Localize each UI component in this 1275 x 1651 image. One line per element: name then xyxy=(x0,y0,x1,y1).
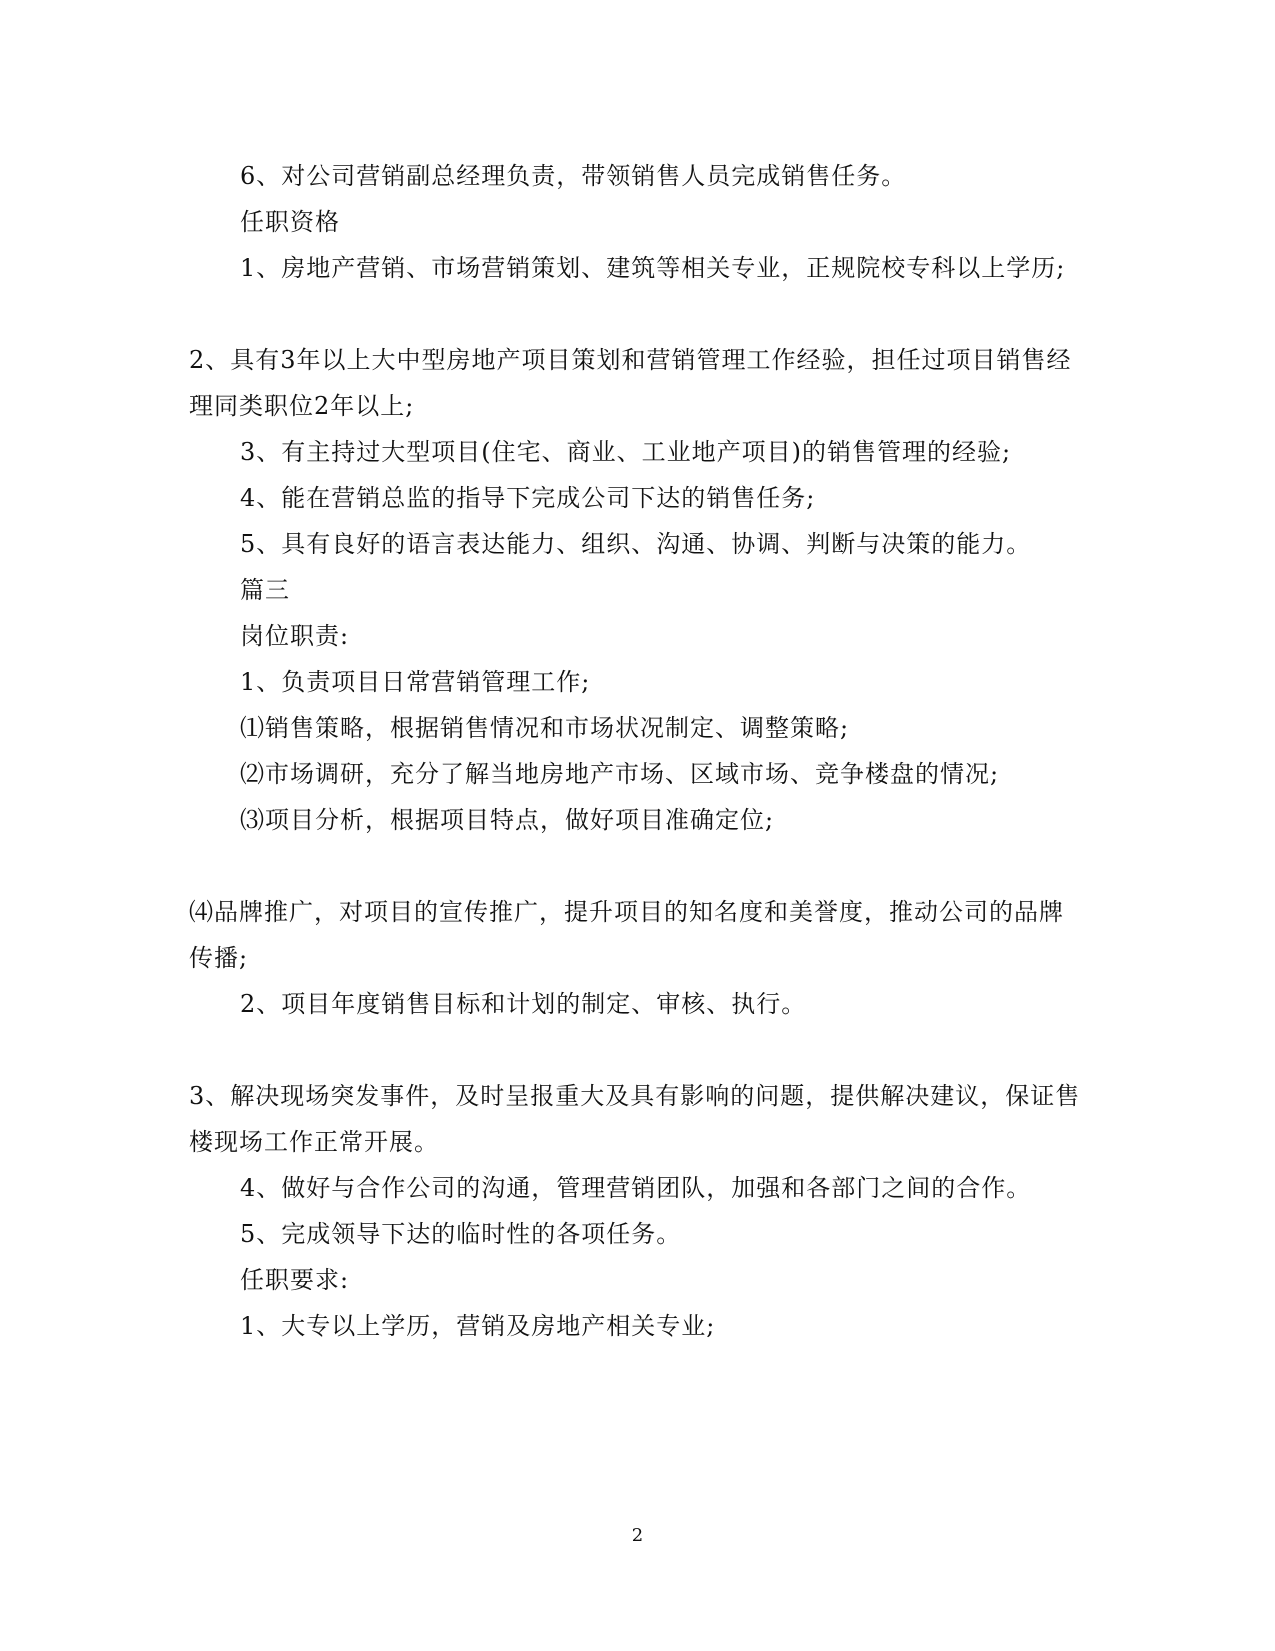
text-line: 3、有主持过大型项目(住宅、商业、工业地产项目)的销售管理的经验; xyxy=(240,438,1012,466)
text-line: 楼现场工作正常开展。 xyxy=(189,1128,439,1156)
text-line: 6、对公司营销副总经理负责，带领销售人员完成销售任务。 xyxy=(240,162,907,190)
text-line: ⑴销售策略，根据销售情况和市场状况制定、调整策略; xyxy=(240,714,850,742)
section-heading: 岗位职责: xyxy=(240,622,350,650)
text-line: 1、房地产营销、市场营销策划、建筑等相关专业，正规院校专科以上学历; xyxy=(240,254,1066,282)
text-line: 1、负责项目日常营销管理工作; xyxy=(240,668,591,696)
text-line: 传播; xyxy=(189,944,249,972)
section-heading: 任职要求: xyxy=(240,1266,350,1294)
text-line: 5、完成领导下达的临时性的各项任务。 xyxy=(240,1220,682,1248)
text-line: 3、解决现场突发事件，及时呈报重大及具有影响的问题，提供解决建议，保证售 xyxy=(189,1082,1081,1110)
text-line: 2、具有3年以上大中型房地产项目策划和营销管理工作经验，担任过项目销售经 xyxy=(189,346,1072,374)
text-line: ⑵市场调研，充分了解当地房地产市场、区域市场、竞争楼盘的情况; xyxy=(240,760,1000,788)
text-line: 理同类职位2年以上; xyxy=(189,392,415,420)
text-line: 2、项目年度销售目标和计划的制定、审核、执行。 xyxy=(240,990,807,1018)
section-heading: 任职资格 xyxy=(240,208,340,236)
text-line: ⑶项目分析，根据项目特点，做好项目准确定位; xyxy=(240,806,775,834)
text-line: ⑷品牌推广，对项目的宣传推广，提升项目的知名度和美誉度，推动公司的品牌 xyxy=(189,898,1064,926)
section-heading: 篇三 xyxy=(240,576,290,604)
text-line: 4、能在营销总监的指导下完成公司下达的销售任务; xyxy=(240,484,816,512)
text-line: 5、具有良好的语言表达能力、组织、沟通、协调、判断与决策的能力。 xyxy=(240,530,1032,558)
text-line: 4、做好与合作公司的沟通，管理营销团队，加强和各部门之间的合作。 xyxy=(240,1174,1032,1202)
text-line: 1、大专以上学历，营销及房地产相关专业; xyxy=(240,1312,716,1340)
page-number: 2 xyxy=(631,1525,644,1546)
